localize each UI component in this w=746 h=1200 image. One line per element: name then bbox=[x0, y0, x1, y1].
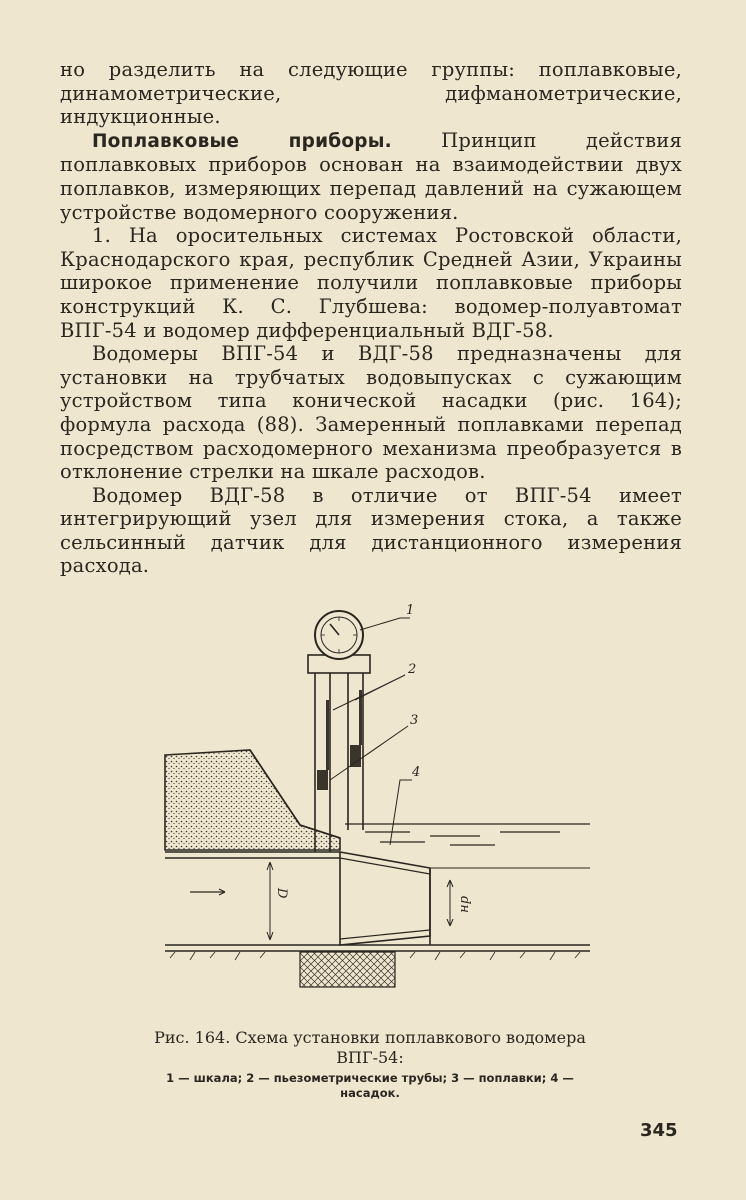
body-text bbox=[60, 58, 682, 578]
embankment bbox=[165, 750, 340, 850]
paragraph-2 bbox=[60, 129, 682, 224]
dimension-D bbox=[267, 862, 273, 940]
figure-legend: 1 — шкала; 2 — пьезометрические трубы; 3 — поплавки; 4 — насадок. bbox=[166, 1071, 574, 1100]
label-D: D bbox=[274, 888, 289, 899]
label-1: 1 bbox=[406, 603, 415, 618]
dimension-dn bbox=[447, 880, 453, 926]
float-right bbox=[350, 745, 361, 767]
flow-arrow bbox=[190, 889, 225, 895]
section-heading: Поплавковые приборы. bbox=[92, 130, 392, 152]
label-3: 3 bbox=[410, 713, 419, 728]
paragraph-5: Водомер ВДГ-58 в отличие от ВПГ-54 имеет интегрирующий узел для измерения стока, а также сельсинный датчик для дистанционного измерения расхода. bbox=[60, 483, 682, 578]
foundation bbox=[300, 952, 395, 987]
label-2: 2 bbox=[408, 662, 417, 677]
paragraph-3: 1. На оросительных системах Ростовской области, Краснодарского края, республик Средней Азии, Украины широкое применение получили поплавковые приборы конструкций К. С. Глубшева: водомер-полуавтомат ВПГ-54 и водомер дифференциальный ВДГ-58. bbox=[60, 224, 682, 342]
page-number: 345 bbox=[640, 1120, 678, 1141]
water-surface bbox=[345, 824, 590, 845]
label-4: 4 bbox=[412, 765, 421, 780]
figure-caption: Рис. 164. Схема установки поплавкового водомера ВПГ-54: bbox=[154, 1028, 586, 1067]
paragraph-1: но разделить на следующие группы: поплавковые, динамометрические, дифманометрические, индукционные. bbox=[60, 58, 682, 129]
paragraph-2-text: Принцип действия поплавковых приборов основан на взаимодействии двух поплавков, измеряющих перепад давлений на сужающем устройстве водомерного сооружения. bbox=[60, 128, 682, 224]
float-left bbox=[317, 770, 328, 790]
paragraph-4: Водомеры ВПГ-54 и ВДГ-58 предназначены для установки на трубчатых водовыпусках с сужающим устройством типа конической насадки (рис. 164); формула расхода (88). Замеренный поплавками перепад посредством расходомерного механизма преобразуется в отклонение стрелки на шкале расходов. bbox=[60, 342, 682, 484]
figure-164-diagram bbox=[150, 600, 600, 1020]
label-dn: dн bbox=[457, 896, 472, 913]
